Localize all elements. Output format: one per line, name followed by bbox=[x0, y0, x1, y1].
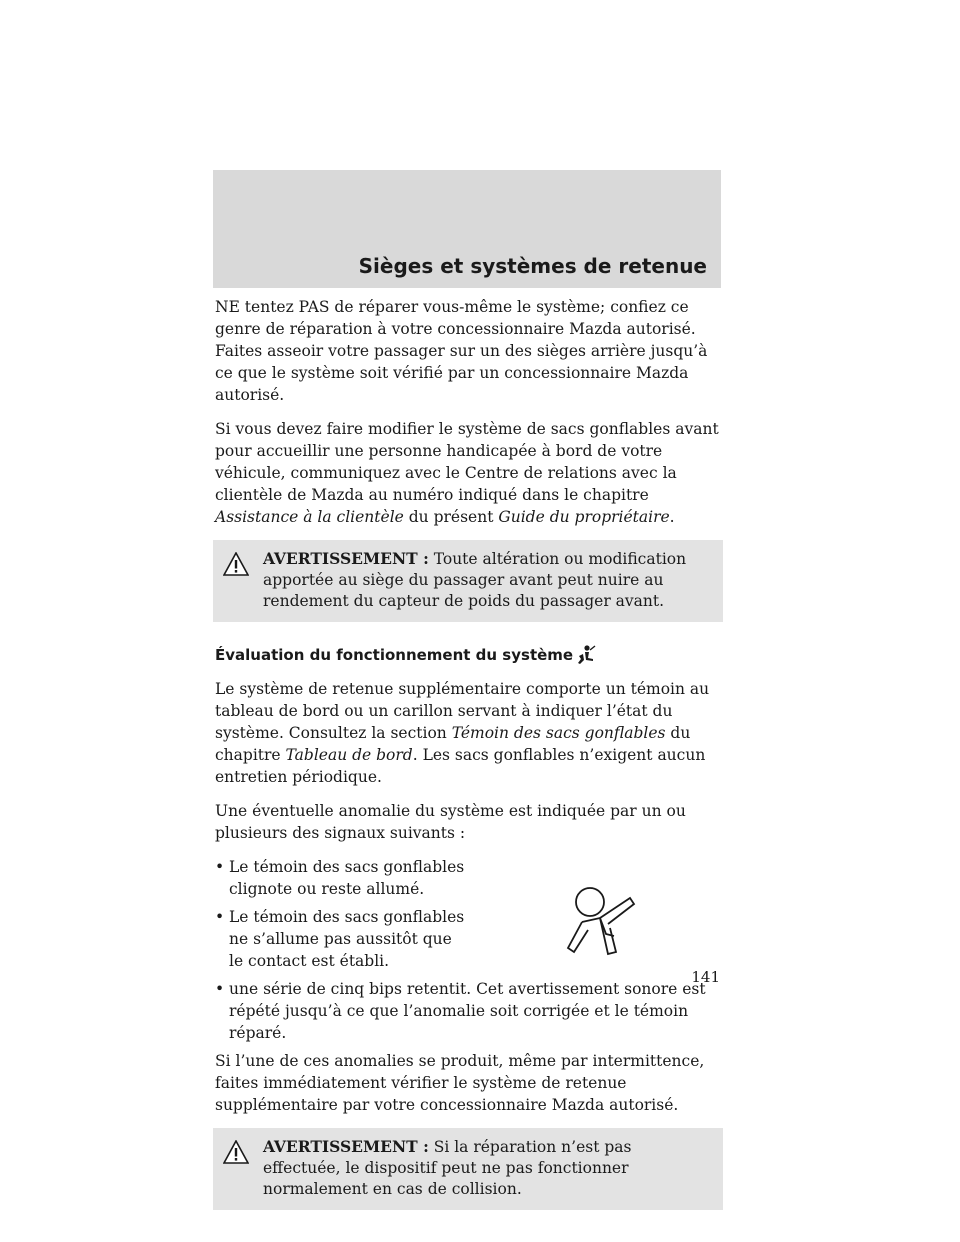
warning-text-1 bbox=[217, 548, 711, 612]
warning-text-2 bbox=[217, 1136, 711, 1200]
page-section-title: Sièges et systèmes de retenue bbox=[358, 254, 707, 278]
bullet-dot: • bbox=[215, 980, 225, 998]
paragraph-modification-end: . bbox=[669, 508, 675, 526]
list-item-text: Le témoin des sacs gonflables clignote ou reste allumé. bbox=[229, 858, 465, 898]
link-airbag-indicator: Témoin des sacs gonflables bbox=[451, 724, 666, 742]
warning-triangle-icon bbox=[223, 1140, 249, 1164]
bullet-dot: • bbox=[215, 858, 225, 876]
seated-person-icon bbox=[575, 644, 597, 666]
bullet-list-wrapper bbox=[215, 856, 723, 1044]
list-item bbox=[215, 978, 723, 1044]
list-item bbox=[215, 856, 469, 900]
warning-triangle-icon bbox=[223, 552, 249, 576]
paragraph-modification-text: Si vous devez faire modifier le système de sacs gonflables avant pour accueillir une personne handicapée à bord de votre véhicule, communiquez avec le Centre de relations avec la clientèle de Mazda au numéro indiqué dans le chapitre bbox=[215, 420, 719, 504]
page-content bbox=[215, 296, 723, 1228]
paragraph-system-description bbox=[215, 678, 723, 788]
paragraph-modification bbox=[215, 418, 723, 528]
section-heading-text: Évaluation du fonctionnement du système bbox=[215, 646, 574, 664]
paragraph-anomaly-intro: Une éventuelle anomalie du système est indiquée par un ou plusieurs des signaux suivants : bbox=[215, 802, 686, 842]
paragraph-system-text: Le système de retenue supplémentaire comporte un témoin au tableau de bord ou un carillon servant à indiquer l’état du système. Consultez la section bbox=[215, 680, 710, 742]
link-dashboard-chapter: Tableau de bord bbox=[285, 746, 413, 764]
paragraph-check-system: Si l’une de ces anomalies se produit, même par intermittence, faites immédiatement vérifier le système de retenue supplémentaire par votre concessionnaire Mazda autorisé. bbox=[215, 1052, 705, 1114]
airbag-warning-light-icon bbox=[560, 878, 650, 968]
list-item bbox=[215, 906, 469, 972]
list-item-text: Le témoin des sacs gonflables ne s’allume pas aussitôt que le contact est établi. bbox=[229, 908, 465, 970]
paragraph-system-text-2: du chapitre bbox=[215, 724, 691, 764]
bullet-list-wide bbox=[215, 978, 723, 1044]
warning-box-repair bbox=[213, 1128, 723, 1210]
link-owner-guide: Guide du propriétaire bbox=[498, 508, 670, 526]
paragraph-repair-notice: NE tentez PAS de réparer vous-même le système; confiez ce genre de réparation à votre concessionnaire Mazda autorisé. Faites asseoir votre passager sur un des sièges arrière jusqu’à ce que le système soit vérifié par un concessionnaire Mazda autorisé. bbox=[215, 298, 708, 404]
bullet-dot: • bbox=[215, 908, 225, 926]
paragraph-modification-text-2: du présent bbox=[403, 508, 499, 526]
paragraph-system-end: . Les sacs gonflables n’exigent aucun entretien périodique. bbox=[215, 746, 706, 786]
warning-label: AVERTISSEMENT : bbox=[263, 1137, 429, 1156]
list-item-text: une série de cinq bips retentit. Cet avertissement sonore est répété jusqu’à ce que l’anomalie soit corrigée et le témoin réparé. bbox=[229, 980, 706, 1042]
warning-body: Si la réparation n’est pas effectuée, le dispositif peut ne pas fonctionner normalement en cas de collision. bbox=[263, 1138, 632, 1198]
link-customer-assistance: Assistance à la clientèle bbox=[215, 508, 404, 526]
header-band bbox=[213, 170, 721, 288]
page-number: 141 bbox=[691, 968, 720, 986]
warning-box-seat-modification bbox=[213, 540, 723, 622]
warning-body: Toute altération ou modification apportée au siège du passager avant peut nuire au rendement du capteur de poids du passager avant. bbox=[263, 550, 687, 610]
warning-label: AVERTISSEMENT : bbox=[263, 549, 429, 568]
section-heading bbox=[215, 644, 723, 666]
